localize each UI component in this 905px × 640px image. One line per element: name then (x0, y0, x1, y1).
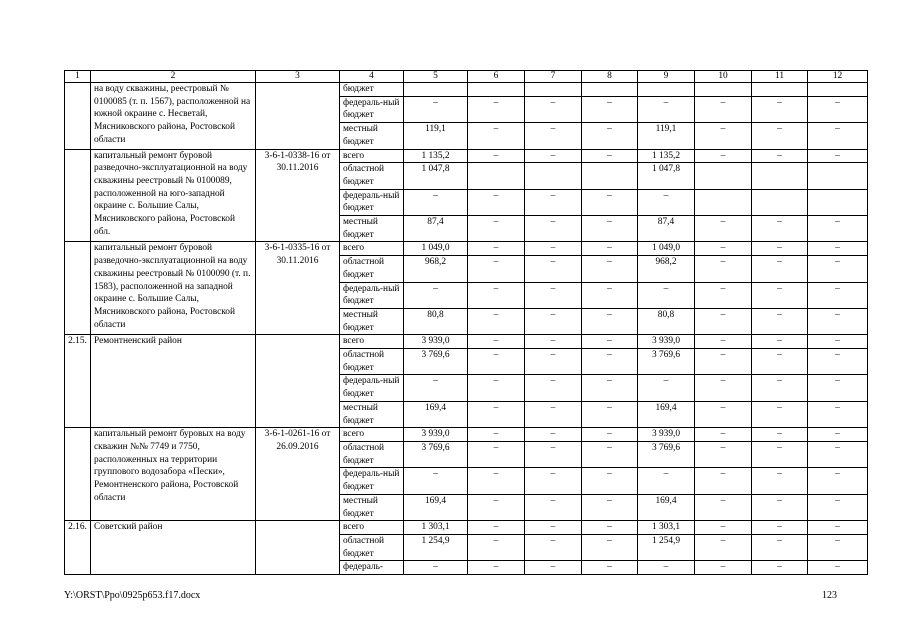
amount-cell: – (695, 468, 752, 494)
amount-cell (525, 83, 582, 97)
budget-source: всего (340, 335, 404, 349)
amount-cell: – (468, 468, 525, 494)
amount-cell (808, 83, 868, 97)
amount-cell: 1 047,8 (638, 163, 695, 189)
table-row (65, 521, 868, 535)
amount-cell: – (525, 96, 582, 122)
amount-cell: – (808, 335, 868, 349)
budget-source: местный бюджет (340, 401, 404, 427)
amount-cell: – (468, 216, 525, 242)
amount-cell: – (582, 521, 638, 535)
amount-cell: 80,8 (404, 308, 468, 334)
amount-cell: – (582, 428, 638, 442)
amount-cell: 968,2 (638, 256, 695, 282)
amount-cell: – (695, 335, 752, 349)
budget-source: всего (340, 521, 404, 535)
amount-cell: – (525, 521, 582, 535)
amount-cell: – (808, 441, 868, 467)
document-ref: 3-6-1-0338-16 от 30.11.2016 (256, 149, 340, 242)
table-row (65, 242, 868, 256)
amount-cell: 87,4 (638, 216, 695, 242)
budget-table (64, 70, 868, 575)
amount-cell: 119,1 (638, 123, 695, 149)
amount-cell: – (468, 521, 525, 535)
amount-cell (695, 83, 752, 97)
table-row (65, 83, 868, 97)
amount-cell: – (752, 123, 808, 149)
amount-cell: – (695, 282, 752, 308)
amount-cell: – (808, 428, 868, 442)
amount-cell (695, 163, 752, 189)
object-name: Советский район (91, 521, 256, 575)
table-row (65, 149, 868, 163)
section-number (65, 428, 91, 521)
amount-cell: – (695, 375, 752, 401)
amount-cell: – (695, 561, 752, 575)
budget-source: областной бюджет (340, 441, 404, 467)
amount-cell: – (404, 282, 468, 308)
amount-cell: – (468, 256, 525, 282)
amount-cell: – (752, 441, 808, 467)
amount-cell: – (468, 96, 525, 122)
object-name: Ремонтненский район (91, 335, 256, 428)
amount-cell (404, 83, 468, 97)
amount-cell: 1 303,1 (404, 521, 468, 535)
section-number (65, 149, 91, 242)
file-path: Y:\ORST\Ppo\0925p653.f17.docx (64, 590, 201, 601)
header-cell: 2 (91, 71, 256, 83)
amount-cell: – (808, 282, 868, 308)
amount-cell: – (525, 149, 582, 163)
amount-cell: 169,4 (638, 494, 695, 520)
amount-cell: – (525, 441, 582, 467)
section-number (65, 242, 91, 335)
amount-cell: – (808, 494, 868, 520)
amount-cell: 3 769,6 (404, 349, 468, 375)
amount-cell: – (468, 428, 525, 442)
amount-cell (808, 189, 868, 215)
page-number: 123 (822, 590, 837, 601)
amount-cell: – (638, 561, 695, 575)
amount-cell (525, 163, 582, 189)
amount-cell: – (695, 123, 752, 149)
amount-cell: – (525, 468, 582, 494)
amount-cell: – (752, 216, 808, 242)
amount-cell (808, 163, 868, 189)
amount-cell: – (695, 401, 752, 427)
amount-cell (468, 83, 525, 97)
amount-cell: – (695, 534, 752, 560)
amount-cell: – (695, 441, 752, 467)
amount-cell: – (695, 521, 752, 535)
document-ref (256, 335, 340, 428)
amount-cell: – (695, 349, 752, 375)
amount-cell: – (808, 96, 868, 122)
header-cell: 8 (582, 71, 638, 83)
amount-cell (582, 83, 638, 97)
header-cell: 1 (65, 71, 91, 83)
budget-source: областной бюджет (340, 534, 404, 560)
amount-cell: – (752, 149, 808, 163)
document-page (64, 70, 843, 575)
amount-cell: – (695, 428, 752, 442)
amount-cell: 3 939,0 (404, 428, 468, 442)
amount-cell: – (808, 123, 868, 149)
budget-source: местный бюджет (340, 123, 404, 149)
amount-cell: – (468, 534, 525, 560)
amount-cell (582, 163, 638, 189)
amount-cell: – (582, 149, 638, 163)
amount-cell: – (468, 441, 525, 467)
header-cell: 4 (340, 71, 404, 83)
object-name: на воду скважины, реестровый № 0100085 (т. п. 1567), расположенной на южной окраине с. Несветай, Мясниковского района, Ростовской области (91, 83, 256, 150)
amount-cell: – (582, 256, 638, 282)
amount-cell: 3 769,6 (638, 349, 695, 375)
object-name: капитальный ремонт буровой разведочно-эксплуатационной на воду скважины реестровый № 0100089, расположенной на юго-западной окраине с. Большие Салы, Мясниковского района, Ростовской обл. (91, 149, 256, 242)
amount-cell: – (525, 123, 582, 149)
table-row (65, 428, 868, 442)
budget-source: федераль-ный бюджет (340, 96, 404, 122)
amount-cell: – (404, 561, 468, 575)
amount-cell: – (752, 335, 808, 349)
amount-cell: 169,4 (404, 494, 468, 520)
amount-cell: 80,8 (638, 308, 695, 334)
budget-source: местный бюджет (340, 216, 404, 242)
amount-cell: 3 939,0 (638, 428, 695, 442)
amount-cell: – (638, 375, 695, 401)
amount-cell: 1 135,2 (404, 149, 468, 163)
budget-source: федераль- (340, 561, 404, 575)
amount-cell: – (468, 349, 525, 375)
budget-source: местный бюджет (340, 308, 404, 334)
amount-cell: – (808, 375, 868, 401)
budget-source: всего (340, 242, 404, 256)
amount-cell: – (695, 216, 752, 242)
budget-source: местный бюджет (340, 494, 404, 520)
amount-cell: 1 049,0 (638, 242, 695, 256)
amount-cell: – (468, 242, 525, 256)
amount-cell: – (525, 561, 582, 575)
amount-cell: – (752, 308, 808, 334)
amount-cell: 1 047,8 (404, 163, 468, 189)
amount-cell: – (695, 256, 752, 282)
amount-cell: – (468, 494, 525, 520)
amount-cell: – (404, 468, 468, 494)
amount-cell: – (808, 561, 868, 575)
amount-cell: – (752, 401, 808, 427)
amount-cell: – (468, 123, 525, 149)
amount-cell: – (752, 256, 808, 282)
amount-cell: – (525, 256, 582, 282)
amount-cell: – (638, 96, 695, 122)
amount-cell: 169,4 (404, 401, 468, 427)
amount-cell: 87,4 (404, 216, 468, 242)
amount-cell: – (638, 282, 695, 308)
amount-cell: – (638, 468, 695, 494)
amount-cell: – (752, 375, 808, 401)
amount-cell: 1 135,2 (638, 149, 695, 163)
amount-cell: – (582, 534, 638, 560)
header-cell: 3 (256, 71, 340, 83)
amount-cell: – (808, 149, 868, 163)
amount-cell: 1 254,9 (638, 534, 695, 560)
amount-cell: – (582, 401, 638, 427)
amount-cell: 169,4 (638, 401, 695, 427)
section-number: 2.16. (65, 521, 91, 575)
amount-cell: – (468, 308, 525, 334)
amount-cell: – (582, 375, 638, 401)
amount-cell: – (525, 335, 582, 349)
header-cell: 12 (808, 71, 868, 83)
amount-cell: – (582, 242, 638, 256)
amount-cell: – (525, 242, 582, 256)
section-number: 2.15. (65, 335, 91, 428)
amount-cell: – (582, 561, 638, 575)
amount-cell: – (525, 375, 582, 401)
amount-cell: – (808, 521, 868, 535)
amount-cell: – (468, 189, 525, 215)
amount-cell: 3 769,6 (638, 441, 695, 467)
amount-cell: – (468, 149, 525, 163)
document-ref (256, 83, 340, 150)
budget-source: всего (340, 149, 404, 163)
document-ref: 3-6-1-0335-16 от 30.11.2016 (256, 242, 340, 335)
amount-cell: – (582, 282, 638, 308)
document-ref: 3-6-1-0261-16 от 26.09.2016 (256, 428, 340, 521)
table-body (65, 83, 868, 575)
amount-cell: 3 769,6 (404, 441, 468, 467)
amount-cell: – (808, 401, 868, 427)
object-name: капитальный ремонт буровых на воду скважин №№ 7749 и 7750, расположенных на территории группового водозабора «Пески», Ремонтненского района, Ростовской области (91, 428, 256, 521)
amount-cell: – (404, 96, 468, 122)
amount-cell: – (752, 242, 808, 256)
amount-cell: – (582, 441, 638, 467)
amount-cell: 1 049,0 (404, 242, 468, 256)
amount-cell: – (525, 401, 582, 427)
amount-cell: – (525, 428, 582, 442)
amount-cell: – (525, 308, 582, 334)
amount-cell: – (695, 149, 752, 163)
amount-cell: – (525, 189, 582, 215)
budget-source: федераль-ный бюджет (340, 282, 404, 308)
amount-cell: – (808, 308, 868, 334)
amount-cell: 1 254,9 (404, 534, 468, 560)
amount-cell: 3 939,0 (404, 335, 468, 349)
amount-cell: – (468, 375, 525, 401)
amount-cell: – (404, 375, 468, 401)
amount-cell: – (582, 494, 638, 520)
amount-cell: 3 939,0 (638, 335, 695, 349)
amount-cell: – (808, 216, 868, 242)
amount-cell: – (582, 349, 638, 375)
budget-source: областной бюджет (340, 256, 404, 282)
amount-cell: – (752, 521, 808, 535)
header-cell: 5 (404, 71, 468, 83)
amount-cell (752, 163, 808, 189)
amount-cell: – (582, 308, 638, 334)
amount-cell: – (752, 468, 808, 494)
amount-cell: – (468, 335, 525, 349)
amount-cell: – (808, 256, 868, 282)
amount-cell: 968,2 (404, 256, 468, 282)
amount-cell: 119,1 (404, 123, 468, 149)
amount-cell: – (582, 216, 638, 242)
amount-cell: – (638, 189, 695, 215)
amount-cell: – (582, 189, 638, 215)
amount-cell (752, 189, 808, 215)
amount-cell: – (582, 335, 638, 349)
amount-cell: – (752, 96, 808, 122)
amount-cell: – (468, 561, 525, 575)
header-cell: 9 (638, 71, 695, 83)
budget-source: всего (340, 428, 404, 442)
amount-cell: – (582, 468, 638, 494)
table-row (65, 335, 868, 349)
amount-cell: – (808, 349, 868, 375)
amount-cell: – (808, 468, 868, 494)
column-number-row (65, 71, 868, 83)
amount-cell: – (525, 216, 582, 242)
amount-cell: – (468, 282, 525, 308)
budget-source: федераль-ный бюджет (340, 189, 404, 215)
amount-cell (468, 163, 525, 189)
amount-cell: – (582, 96, 638, 122)
amount-cell: – (752, 561, 808, 575)
amount-cell: – (468, 401, 525, 427)
budget-source: областной бюджет (340, 163, 404, 189)
amount-cell: – (752, 534, 808, 560)
budget-source: федераль-ный бюджет (340, 468, 404, 494)
amount-cell: – (525, 494, 582, 520)
header-cell: 7 (525, 71, 582, 83)
amount-cell: – (525, 282, 582, 308)
amount-cell: 1 303,1 (638, 521, 695, 535)
amount-cell: – (752, 282, 808, 308)
amount-cell: – (808, 534, 868, 560)
budget-source: федераль-ный бюджет (340, 375, 404, 401)
amount-cell: – (752, 349, 808, 375)
amount-cell: – (808, 242, 868, 256)
amount-cell: – (752, 494, 808, 520)
header-cell: 10 (695, 71, 752, 83)
amount-cell (695, 189, 752, 215)
header-cell: 6 (468, 71, 525, 83)
document-ref (256, 521, 340, 575)
budget-source: бюджет (340, 83, 404, 97)
section-number (65, 83, 91, 150)
amount-cell (752, 83, 808, 97)
amount-cell: – (582, 123, 638, 149)
amount-cell: – (695, 308, 752, 334)
amount-cell: – (695, 242, 752, 256)
amount-cell: – (404, 189, 468, 215)
header-cell: 11 (752, 71, 808, 83)
amount-cell: – (525, 534, 582, 560)
amount-cell: – (525, 349, 582, 375)
budget-source: областной бюджет (340, 349, 404, 375)
amount-cell: – (752, 428, 808, 442)
object-name: капитальный ремонт буровой разведочно-эксплуатационной на воду скважины реестровый № 0100090 (т. п. 1583), расположенной на западной окраине с. Большие Салы, Мясниковского района, Ростовской области (91, 242, 256, 335)
amount-cell: – (695, 96, 752, 122)
amount-cell (638, 83, 695, 97)
amount-cell: – (695, 494, 752, 520)
